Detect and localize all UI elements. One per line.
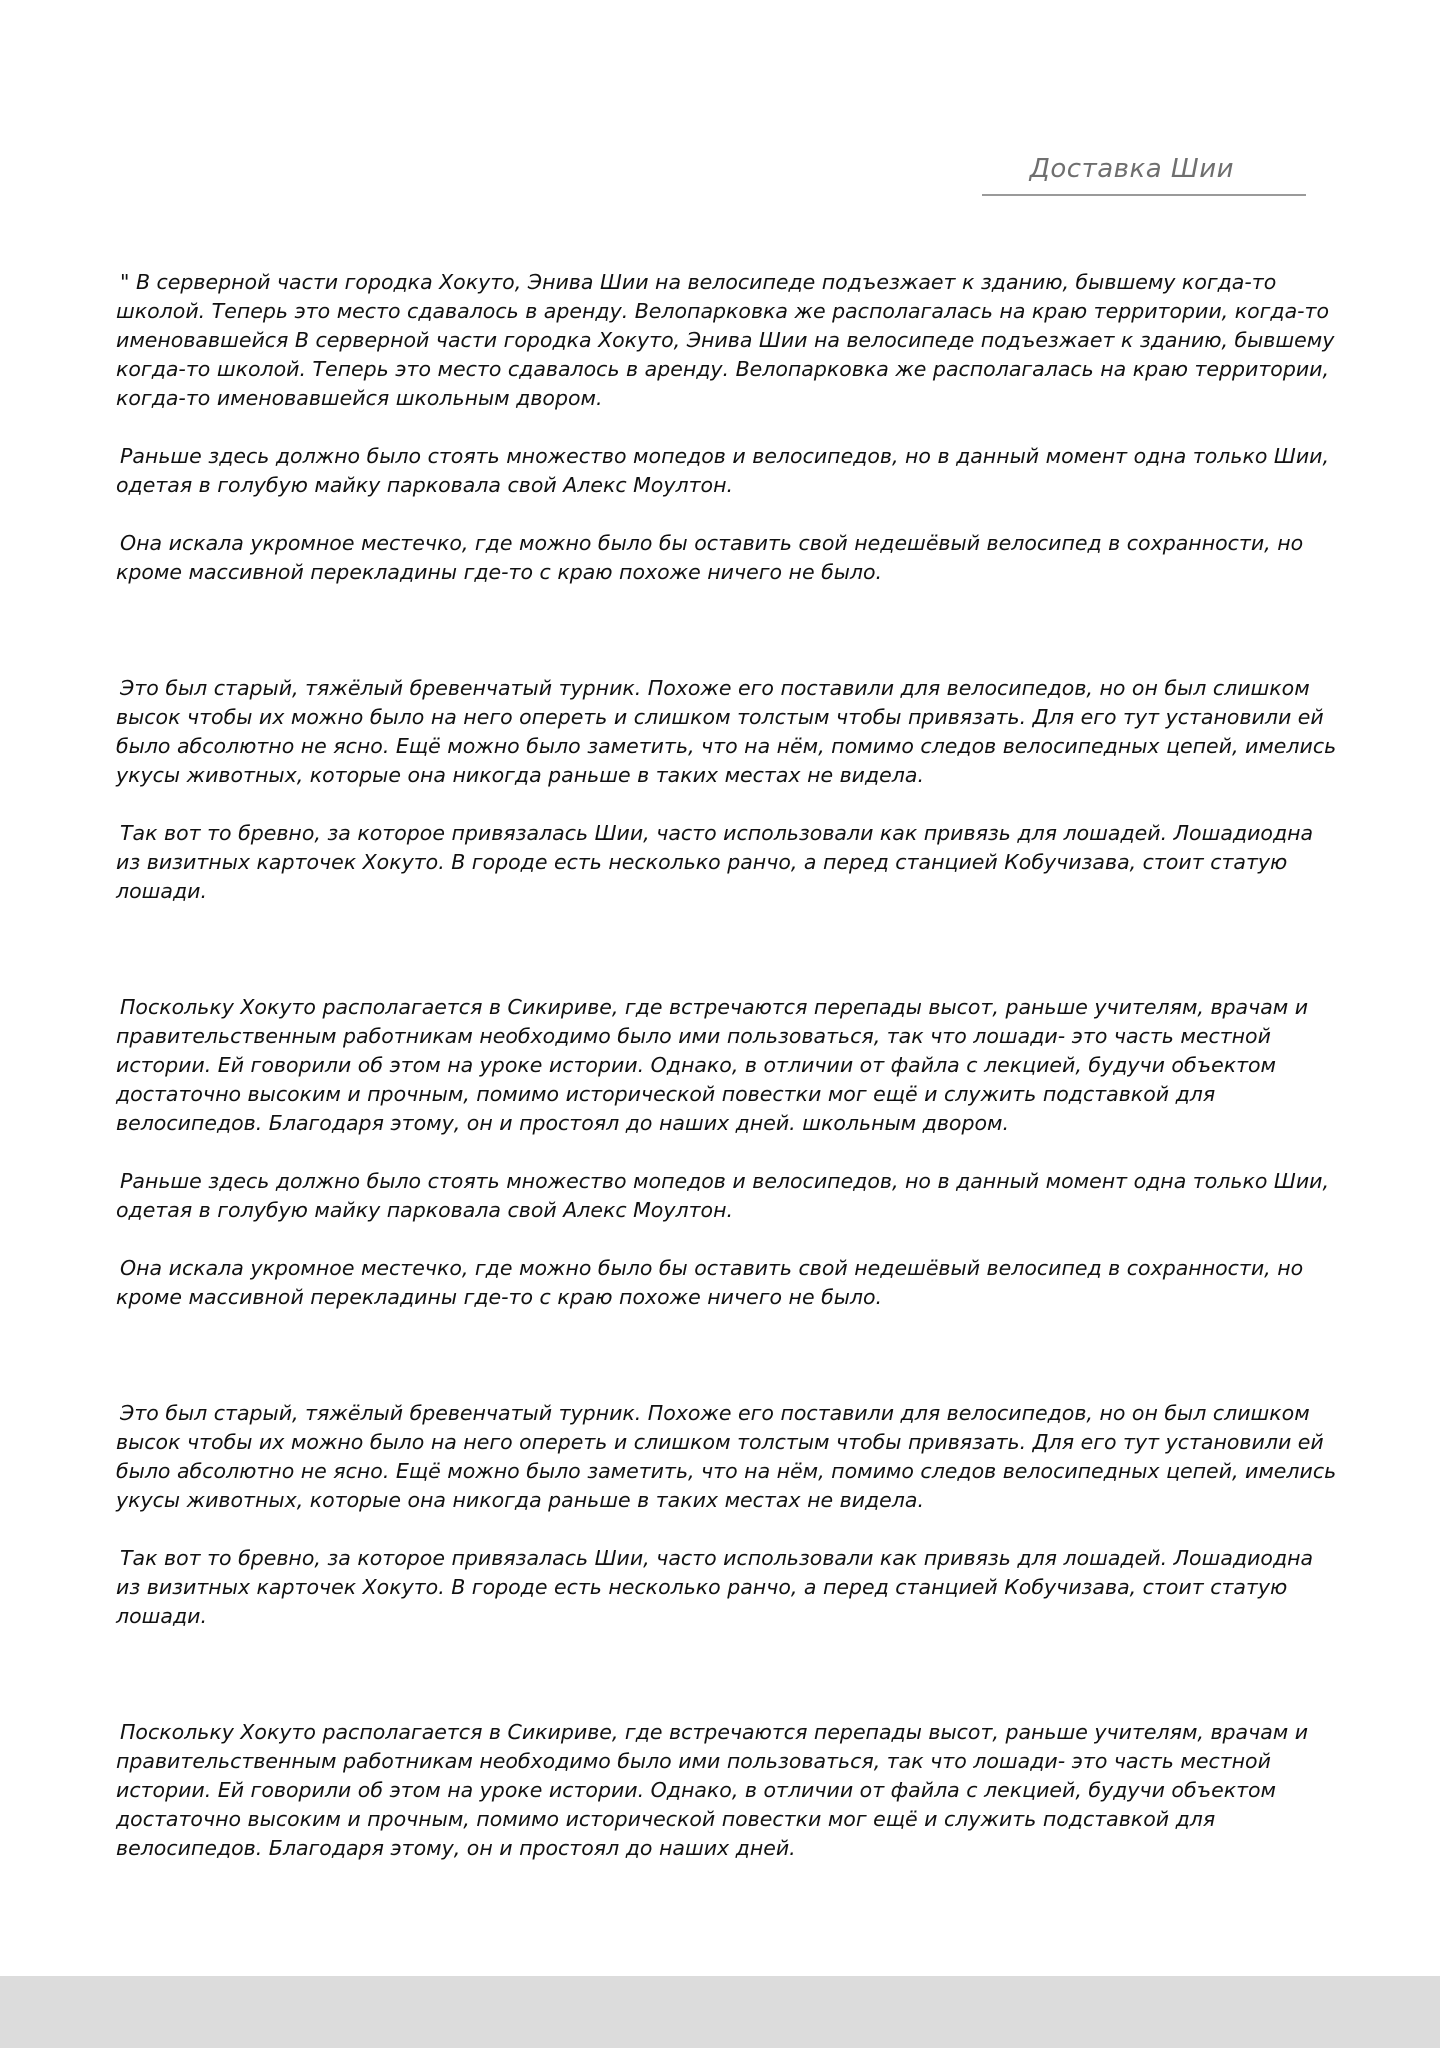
paragraph-5: Так вот то бревно, за которое привязалась Шии, часто использовали как привязь для лошадей. Лошадиодна из визитных карточек Хокуто. В городе есть несколько ранчо, а перед станцией Кобучизава, стоит статую лошади. [116,821,1314,903]
header-title: Доставка Шии [1029,154,1234,184]
paragraph-8: Она искала укромное местечко, где можно было бы оставить свой недешёвый велосипед в сохранности, но кроме массивной перекладины где-то с краю похоже ничего не было. [116,1256,1304,1309]
document-body [116,268,1342,1863]
paragraph-7: Раньше здесь должно было стоять множество мопедов и велосипедов, но в данный момент одна только Шии, одетая в голубую майку парковала свой Алекс Моултон. [116,1169,1329,1222]
page-header [982,150,1306,196]
paragraph-10: Так вот то бревно, за которое привязалась Шии, часто использовали как привязь для лошадей. Лошадиодна из визитных карточек Хокуто. В городе есть несколько ранчо, а перед станцией Кобучизава, стоит статую лошади. [116,1546,1314,1628]
paragraph-6: Поскольку Хокуто располагается в Сикириве, где встречаются перепады высот, раньше учителям, врачам и правительственным работникам необходимо было ими пользоваться, так что лошади- это часть местной истории. Ей говорили об этом на уроке истории. Однако, в отличии от файла с лекцией, будучи объектом достаточно высоким и прочным, помимо исторической повестки мог ещё и служить подставкой для велосипедов. Благодаря этому, он и простоял до наших дней. школьным двором. [116,995,1309,1135]
paragraph-1: " В серверной части городка Хокуто, Энива Шии на велосипеде подъезжает к зданию, бывшему когда-то школой. Теперь это место сдавалось в аренду. Велопарковка же располагалась на краю территории, когда-то именовавшейся В серверной части городка Хокуто, Энива Шии на велосипеде подъезжает к зданию, бывшему когда-то школой. Теперь это место сдавалось в аренду. Велопарковка же располагалась на краю территории, когда-то именовавшейся школьным двором. [116,270,1335,410]
paragraph-2: Раньше здесь должно было стоять множество мопедов и велосипедов, но в данный момент одна только Шии, одетая в голубую майку парковала свой Алекс Моултон. [116,444,1329,497]
viewer-footer-band [0,1976,1440,2048]
paragraph-9: Это был старый, тяжёлый бревенчатый турник. Похоже его поставили для велосипедов, но он был слишком высок чтобы их можно было на него опереть и слишком толстым чтобы привязать. Для его тут установили ей было абсолютно не ясно. Ещё можно было заметить, что на нём, помимо следов велосипедных цепей, имелись укусы животных, которые она никогда раньше в таких местах не видела. [116,1401,1337,1512]
paragraph-11: Поскольку Хокуто располагается в Сикириве, где встречаются перепады высот, раньше учителям, врачам и правительственным работникам необходимо было ими пользоваться, так что лошади- это часть местной истории. Ей говорили об этом на уроке истории. Однако, в отличии от файла с лекцией, будучи объектом достаточно высоким и прочным, помимо исторической повестки мог ещё и служить подставкой для велосипедов. Благодаря этому, он и простоял до наших дней. [116,1720,1309,1860]
paragraph-4: Это был старый, тяжёлый бревенчатый турник. Похоже его поставили для велосипедов, но он был слишком высок чтобы их можно было на него опереть и слишком толстым чтобы привязать. Для его тут установили ей было абсолютно не ясно. Ещё можно было заметить, что на нём, помимо следов велосипедных цепей, имелись укусы животных, которые она никогда раньше в таких местах не видела. [116,676,1337,787]
paragraph-3: Она искала укромное местечко, где можно было бы оставить свой недешёвый велосипед в сохранности, но кроме массивной перекладины где-то с краю похоже ничего не было. [116,531,1304,584]
